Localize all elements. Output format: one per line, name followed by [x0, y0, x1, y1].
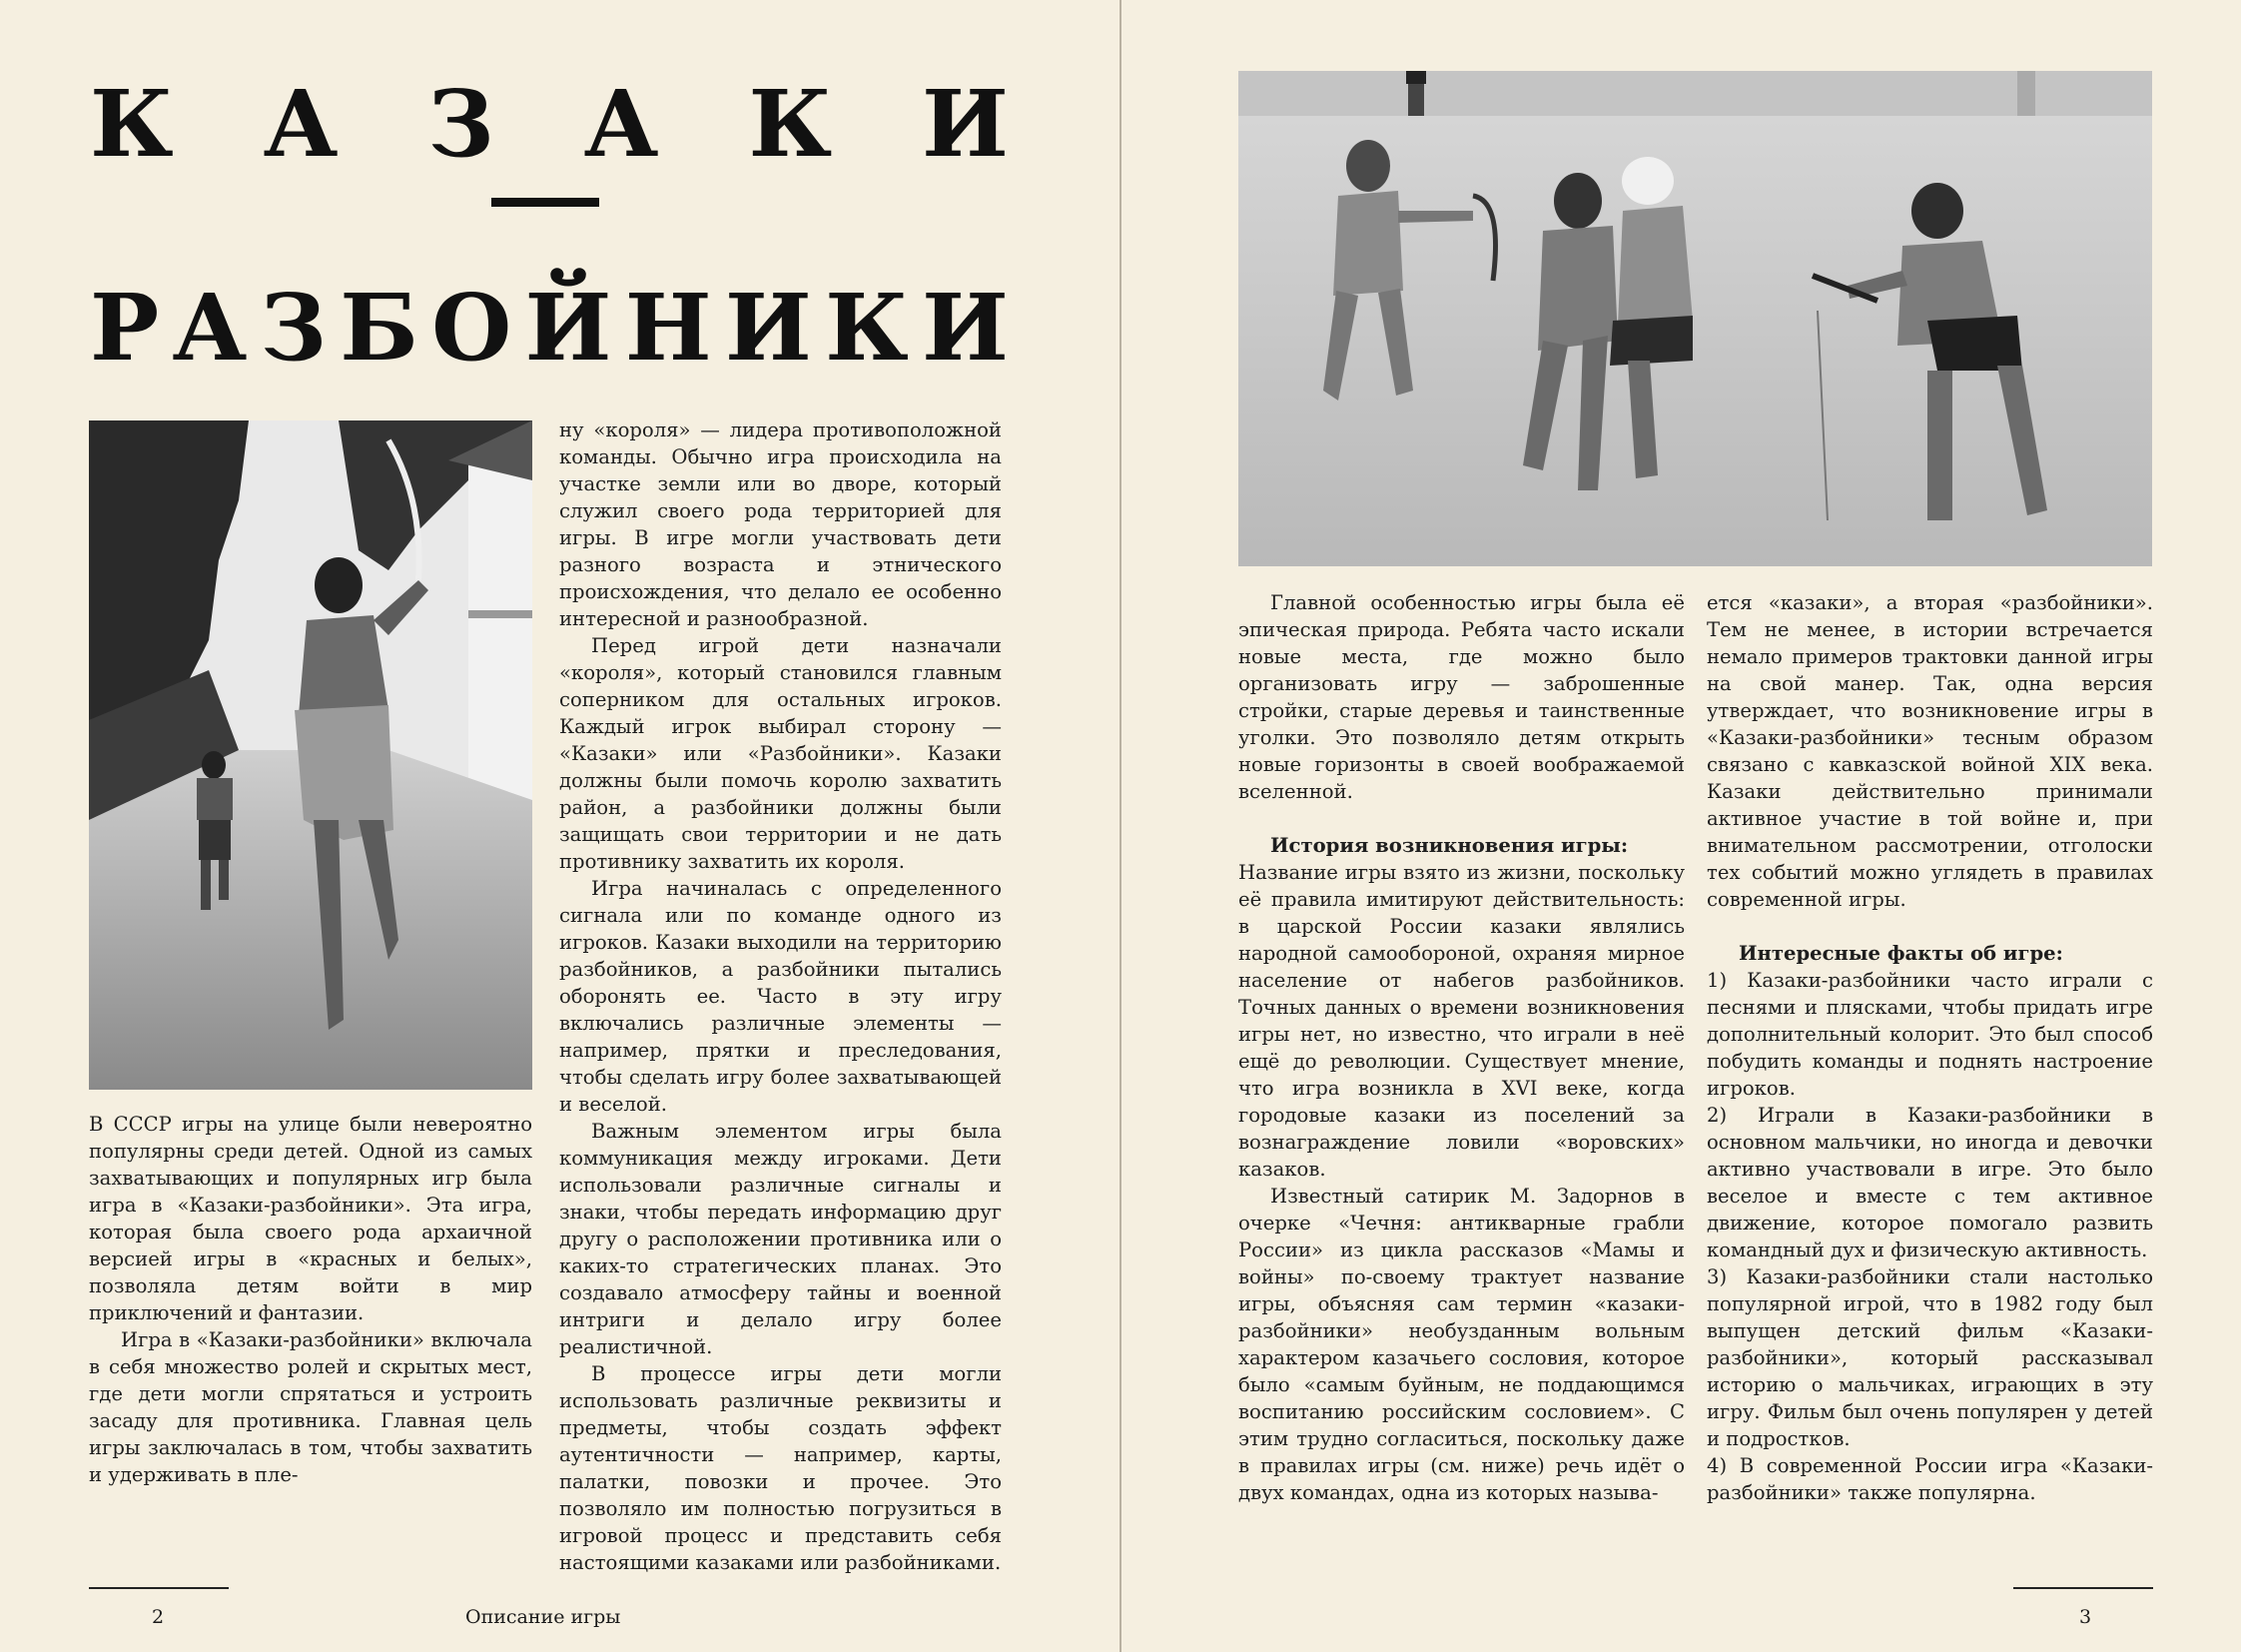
- left-page: [0, 0, 1120, 1652]
- title-letter: Р: [90, 274, 160, 382]
- paragraph: В СССР игры на улице были невероятно популярны среди детей. Одной из самых захватывающих и популярных игр была игра в «Казаки-разбойники». Эта игра, которая была своего рода архаичной версией игры в «красных и белых», позволяла детям войти в мир приключений и фантазии.: [89, 1113, 532, 1324]
- title-letter: А: [172, 274, 248, 382]
- left-column-1: [89, 1111, 532, 1488]
- subheading-facts: Интересные факты об игре:: [1739, 942, 2063, 965]
- title-letter: К: [90, 70, 174, 178]
- title-line-2: [90, 274, 1009, 382]
- paragraph: Название игры взято из жизни, поскольку её правила имитируют действительность: в царской России казаки являлись народной самообороной, охраняя мирное население от набегов разбойников. Точных данных о времени возникновения игры нет, но известно, что играли в неё ещё до революции. Существует мнение, что игра возникла в XVI веке, когда городовые казаки из поселений за вознаграждение ловили «воровских» казаков.: [1238, 861, 1685, 1181]
- page-number: 2: [152, 1606, 165, 1628]
- paragraph: Игра в «Казаки-разбойники» включала в себя множество ролей и скрытых мест, где дети могли спрятаться и устроить засаду для противника. Главная цель игры заключалась в том, чтобы захватить и удерживать в пле-: [89, 1328, 532, 1486]
- subheading-history: История возникновения игры:: [1270, 834, 1629, 857]
- photo-children-beach: [1238, 71, 2152, 566]
- paragraph: В процессе игры дети могли использовать различные реквизиты и предметы, чтобы создать эффект аутентичности — например, карты, палатки, повозки и прочее. Это позволяло им полностью погрузиться в игровой процесс и представить себя настоящими казаками или разбойниками.: [559, 1362, 1002, 1574]
- title-letter: А: [263, 70, 339, 178]
- title-letter: И: [922, 70, 1009, 178]
- fact-item: 1) Казаки-разбойники часто играли с песнями и плясками, чтобы придать игре дополнительный колорит. Это был способ побудить команды и поднять настроение игроков.: [1707, 969, 2153, 1100]
- title-letter: А: [583, 70, 659, 178]
- title-letter: Б: [340, 274, 418, 382]
- title-letter: К: [748, 70, 833, 178]
- fact-item: 2) Играли в Казаки-разбойники в основном мальчики, но иногда и девочки активно участвовали в игре. Это было веселое и вместе с тем активное движение, которое помогало развить командный дух и физическую активность.: [1707, 1104, 2153, 1261]
- fact-item: 3) Казаки-разбойники стали настолько популярной игрой, что в 1982 году был выпущен детский фильм «Казаки-разбойники», который рассказывал историю о мальчиках, играющих в эту игру. Фильм был очень популярен у детей и подростков.: [1707, 1265, 2153, 1450]
- title-letter: И: [724, 274, 812, 382]
- paragraph: ется «казаки», а вторая «разбойники». Тем не менее, в истории встречается немало примеров трактовки данной игры на свой манер. Так, одна версия утверждает, что возникновение игры в «Казаки-разбойники» тесным образом связано с кавказской войной XIX века. Казаки действительно принимали активное участие в той войне и, при внимательном рассмотрении, отголоски тех событий можно углядеть в правилах современной игры.: [1707, 591, 2153, 911]
- title-letter: З: [427, 70, 494, 178]
- paragraph: Главной особенностью игры была её эпическая природа. Ребята часто искали новые места, где можно было организовать игру — заброшенные стройки, старые деревья и таинственные уголки. Это позволяло детям открыть новые горизонты в своей воображаемой вселенной.: [1238, 591, 1685, 803]
- footer-rule: [2013, 1587, 2153, 1589]
- photo-boys-on-road: [89, 420, 532, 1090]
- paragraph: Известный сатирик М. Задорнов в очерке «Чечня: антикварные грабли России» из цикла рассказов «Мамы и войны» по-своему трактует название игры, объясняя сам термин «казаки-разбойники» необузданным вольным характером казачьего сословия, которое было «самым буйным, не поддающимся воспитанию российским сословием». С этим трудно согласиться, поскольку даже в правилах игры (см. ниже) речь идёт о двух командах, одна из которых называ-: [1238, 1185, 1685, 1504]
- title-letter: О: [431, 274, 512, 382]
- section-label: Описание игры: [465, 1606, 621, 1628]
- page-number: 3: [2079, 1606, 2092, 1628]
- footer-rule: [89, 1587, 229, 1589]
- paragraph: Игра начиналась с определенного сигнала или по команде одного из игроков. Казаки выходили на территорию разбойников, а разбойники пытались оборонять ее. Часто в эту игру включались различные элементы — например, прятки и преследования, чтобы сделать игру более захватывающей и веселой.: [559, 877, 1002, 1116]
- title-letter: К: [825, 274, 909, 382]
- title-letter: З: [260, 274, 327, 382]
- title-letter: Н: [624, 274, 712, 382]
- paragraph: ну «короля» — лидера противоположной команды. Обычно игра происходила на участке земли или во дворе, который служил своего рода территорией для игры. В игре могли участвовать дети разного возраста и этнического происхождения, что делало ее особенно интересной и разнообразной.: [559, 418, 1002, 630]
- right-column-2: [1707, 589, 2153, 1506]
- fact-item: 4) В современной России игра «Казаки-разбойники» также популярна.: [1707, 1454, 2153, 1504]
- title-line-1: [90, 70, 1009, 178]
- left-column-2: [559, 416, 1002, 1576]
- title-letter: Й: [524, 274, 612, 382]
- title-letter: И: [922, 274, 1009, 382]
- paragraph: Важным элементом игры была коммуникация между игроками. Дети использовали различные сигналы и знаки, чтобы передать информацию друг другу о расположении противника или о каких-то стратегических планах. Это создавало атмосферу тайны и военной интриги и делало игру более реалистичной.: [559, 1120, 1002, 1358]
- right-page: [1120, 0, 2241, 1652]
- paragraph: Перед игрой дети назначали «короля», который становился главным соперником для остальных игроков. Каждый игрок выбирал сторону — «Казаки» или «Разбойники». Казаки должны были помочь королю захватить район, а разбойники должны были защищать свои территории и не дать противнику захватить их короля.: [559, 634, 1002, 873]
- title-dash: [491, 198, 599, 207]
- right-column-1: [1238, 589, 1685, 1506]
